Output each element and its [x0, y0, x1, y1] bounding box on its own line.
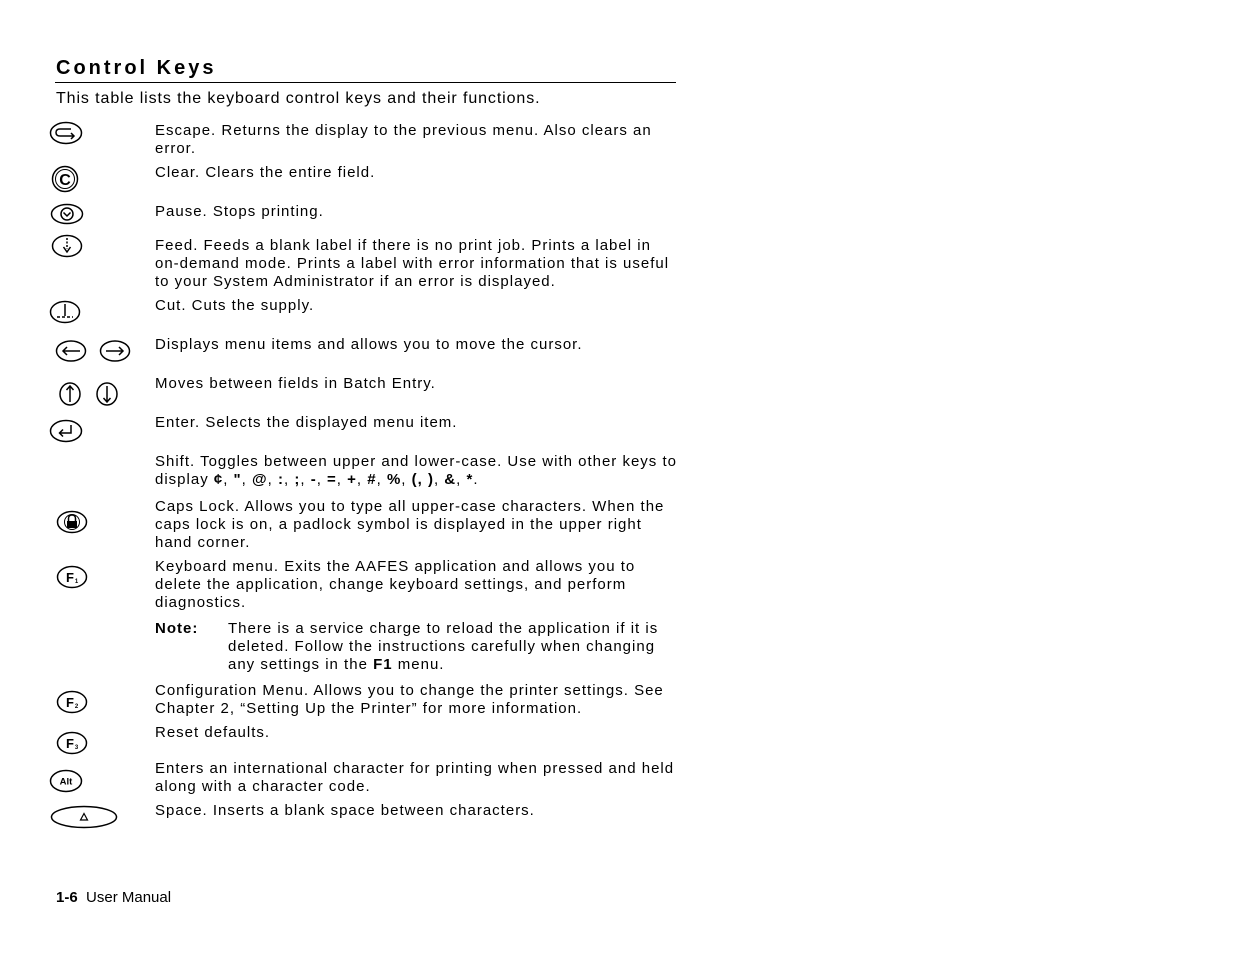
key-description-left-right: Displays menu items and allows you to move the cursor.: [155, 336, 583, 353]
manual-label: User Manual: [86, 889, 172, 906]
title-underline: [55, 82, 676, 83]
page-title: Control Keys: [56, 57, 217, 79]
caps-lock-key-icon: [56, 510, 88, 534]
feed-key-icon: [51, 234, 83, 258]
key-description-cut: Cut. Cuts the supply.: [155, 297, 315, 314]
right-arrow-key-icon: [101, 341, 130, 361]
f1-key-icon: [56, 565, 88, 589]
space-key-icon: [50, 805, 118, 829]
key-description-f1: Keyboard menu. Exits the AAFES application and allows you to delete the application, change keyboard settings, and perform diagnostics.: [155, 558, 636, 611]
f2-key-icon: [56, 690, 88, 714]
key-description-f2: Configuration Menu. Allows you to change the printer settings. See Chapter 2, “Setting Up the Printer” for more information.: [155, 682, 664, 717]
svg-text:3: 3: [74, 745, 79, 751]
clear-key-icon: [51, 165, 79, 193]
svg-text:F: F: [66, 695, 74, 710]
alt-key-icon: [49, 769, 83, 793]
clear-key-label: C: [59, 172, 71, 189]
svg-text:2: 2: [74, 704, 79, 710]
left-right-arrow-keys-icon: [55, 339, 133, 363]
up-arrow-key-icon: [60, 383, 80, 405]
escape-key-icon: [49, 121, 83, 145]
svg-text:Alt: Alt: [59, 776, 73, 788]
note-text: There is a service charge to reload the application if it is deleted. Follow the instructions carefully when changing any settings in the F1 menu.: [228, 620, 659, 673]
key-description-clear: Clear. Clears the entire field.: [155, 164, 376, 181]
key-description-caps-lock: Caps Lock. Allows you to type all upper-case characters. When the caps lock is on, a padlock symbol is displayed in the upper right hand corner.: [155, 498, 665, 551]
svg-text:F: F: [66, 570, 74, 585]
intro-text: This table lists the keyboard control keys and their functions.: [56, 90, 541, 107]
key-description-feed: Feed. Feeds a blank label if there is no print job. Prints a label in on-demand mode. Prints a label with error information that is useful to your System Administrator if an error is displayed.: [155, 237, 670, 290]
note-label: Note:: [155, 620, 199, 637]
page-footer: [56, 889, 171, 906]
key-description-enter: Enter. Selects the displayed menu item.: [155, 414, 458, 431]
key-description-space: Space. Inserts a blank space between characters.: [155, 802, 535, 819]
down-arrow-key-icon: [97, 383, 117, 405]
pause-key-icon: [50, 203, 84, 225]
key-description-up-down: Moves between fields in Batch Entry.: [155, 375, 436, 392]
shift-description-text: Shift. Toggles between upper and lower-case. Use with other keys to display: [155, 453, 677, 488]
key-description-shift: Shift. Toggles between upper and lower-case. Use with other keys to display ¢, ", @, :, ;, -, =, +, #, %, (, ), &, *.: [155, 453, 677, 488]
page-number: 1-6: [56, 889, 78, 906]
f3-key-icon: [56, 731, 88, 755]
left-arrow-key-icon: [57, 341, 86, 361]
key-description-f3: Reset defaults.: [155, 724, 271, 741]
key-description-escape: Escape. Returns the display to the previous menu. Also clears an error.: [155, 122, 652, 157]
svg-text:F: F: [66, 736, 74, 751]
key-description-pause: Pause. Stops printing.: [155, 203, 324, 220]
up-down-arrow-keys-icon: [58, 381, 120, 407]
cut-key-icon: [49, 300, 81, 324]
enter-key-icon: [49, 419, 83, 443]
svg-text:1: 1: [74, 579, 79, 585]
key-description-alt: Enters an international character for printing when pressed and held along with a character code.: [155, 760, 675, 795]
